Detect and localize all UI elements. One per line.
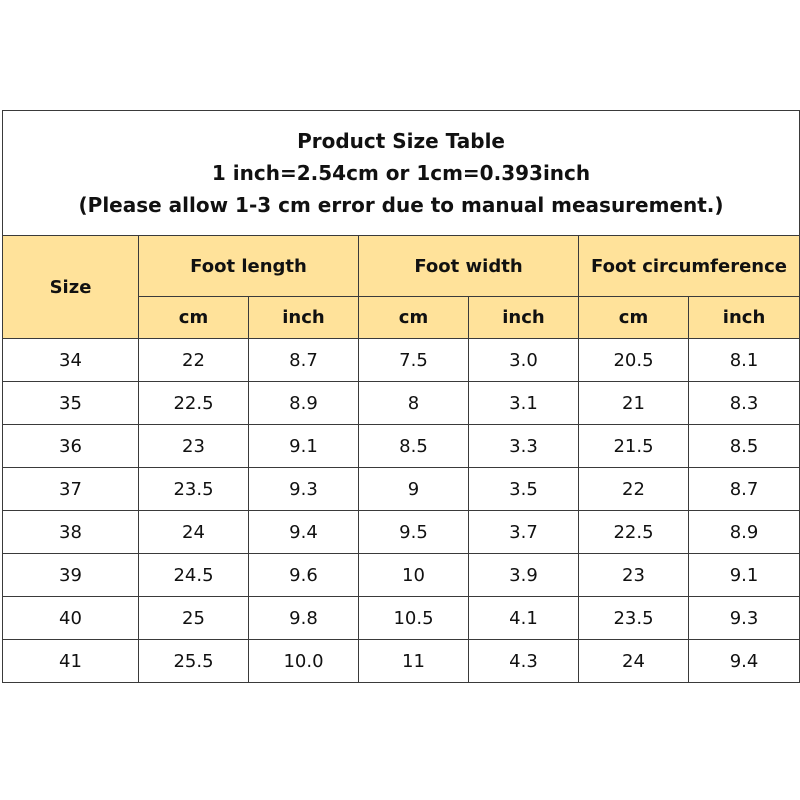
table-cell: 23 [579, 554, 689, 597]
unit-header: inch [249, 297, 359, 339]
table-cell: 9.1 [249, 425, 359, 468]
table-row [3, 468, 800, 511]
table-cell: 20.5 [579, 339, 689, 382]
foot-width-header: Foot width [359, 236, 579, 297]
table-cell: 22 [579, 468, 689, 511]
table-cell: 3.3 [469, 425, 579, 468]
unit-header: cm [359, 297, 469, 339]
table-title [3, 111, 800, 236]
table-cell: 3.9 [469, 554, 579, 597]
size-cell: 40 [3, 597, 139, 640]
size-cell: 38 [3, 511, 139, 554]
table-cell: 8.1 [689, 339, 800, 382]
table-row [3, 511, 800, 554]
size-cell: 36 [3, 425, 139, 468]
table-cell: 9.6 [249, 554, 359, 597]
title-line-1: Product Size Table [297, 129, 505, 153]
table-cell: 9.5 [359, 511, 469, 554]
table-cell: 21.5 [579, 425, 689, 468]
table-cell: 24 [139, 511, 249, 554]
table-cell: 22.5 [139, 382, 249, 425]
table-cell: 21 [579, 382, 689, 425]
table-cell: 11 [359, 640, 469, 683]
table-cell: 8.9 [249, 382, 359, 425]
table-cell: 22 [139, 339, 249, 382]
size-cell: 35 [3, 382, 139, 425]
table-cell: 7.5 [359, 339, 469, 382]
title-line-3: (Please allow 1-3 cm error due to manual measurement.) [78, 193, 724, 217]
table-cell: 9.4 [249, 511, 359, 554]
table-cell: 24.5 [139, 554, 249, 597]
table-cell: 3.7 [469, 511, 579, 554]
table-cell: 9.8 [249, 597, 359, 640]
table-cell: 4.3 [469, 640, 579, 683]
unit-header: cm [139, 297, 249, 339]
table-cell: 24 [579, 640, 689, 683]
table-cell: 8.5 [689, 425, 800, 468]
foot-length-header: Foot length [139, 236, 359, 297]
table-cell: 10 [359, 554, 469, 597]
unit-header: inch [469, 297, 579, 339]
table-cell: 3.5 [469, 468, 579, 511]
table-cell: 9 [359, 468, 469, 511]
table-cell: 8 [359, 382, 469, 425]
unit-header: cm [579, 297, 689, 339]
table-row [3, 640, 800, 683]
table-cell: 10.5 [359, 597, 469, 640]
size-cell: 37 [3, 468, 139, 511]
table-cell: 9.3 [689, 597, 800, 640]
table-cell: 25.5 [139, 640, 249, 683]
title-line-2: 1 inch=2.54cm or 1cm=0.393inch [211, 161, 591, 185]
table-row [3, 554, 800, 597]
table-row [3, 425, 800, 468]
table-cell: 10.0 [249, 640, 359, 683]
table-row [3, 597, 800, 640]
table-cell: 3.0 [469, 339, 579, 382]
table-cell: 8.7 [689, 468, 800, 511]
table-cell: 9.4 [689, 640, 800, 683]
table-row [3, 382, 800, 425]
table-cell: 4.1 [469, 597, 579, 640]
size-cell: 39 [3, 554, 139, 597]
table-cell: 8.7 [249, 339, 359, 382]
table-cell: 8.3 [689, 382, 800, 425]
table-cell: 8.9 [689, 511, 800, 554]
foot-circumference-header: Foot circumference [579, 236, 800, 297]
table-cell: 25 [139, 597, 249, 640]
table-cell: 9.1 [689, 554, 800, 597]
table-cell: 9.3 [249, 468, 359, 511]
table-cell: 23.5 [579, 597, 689, 640]
size-cell: 41 [3, 640, 139, 683]
size-header: Size [3, 236, 139, 339]
table-cell: 8.5 [359, 425, 469, 468]
table-cell: 3.1 [469, 382, 579, 425]
table-row [3, 339, 800, 382]
table-cell: 22.5 [579, 511, 689, 554]
table-cell: 23.5 [139, 468, 249, 511]
unit-header: inch [689, 297, 800, 339]
size-cell: 34 [3, 339, 139, 382]
size-table [2, 110, 800, 683]
table-cell: 23 [139, 425, 249, 468]
